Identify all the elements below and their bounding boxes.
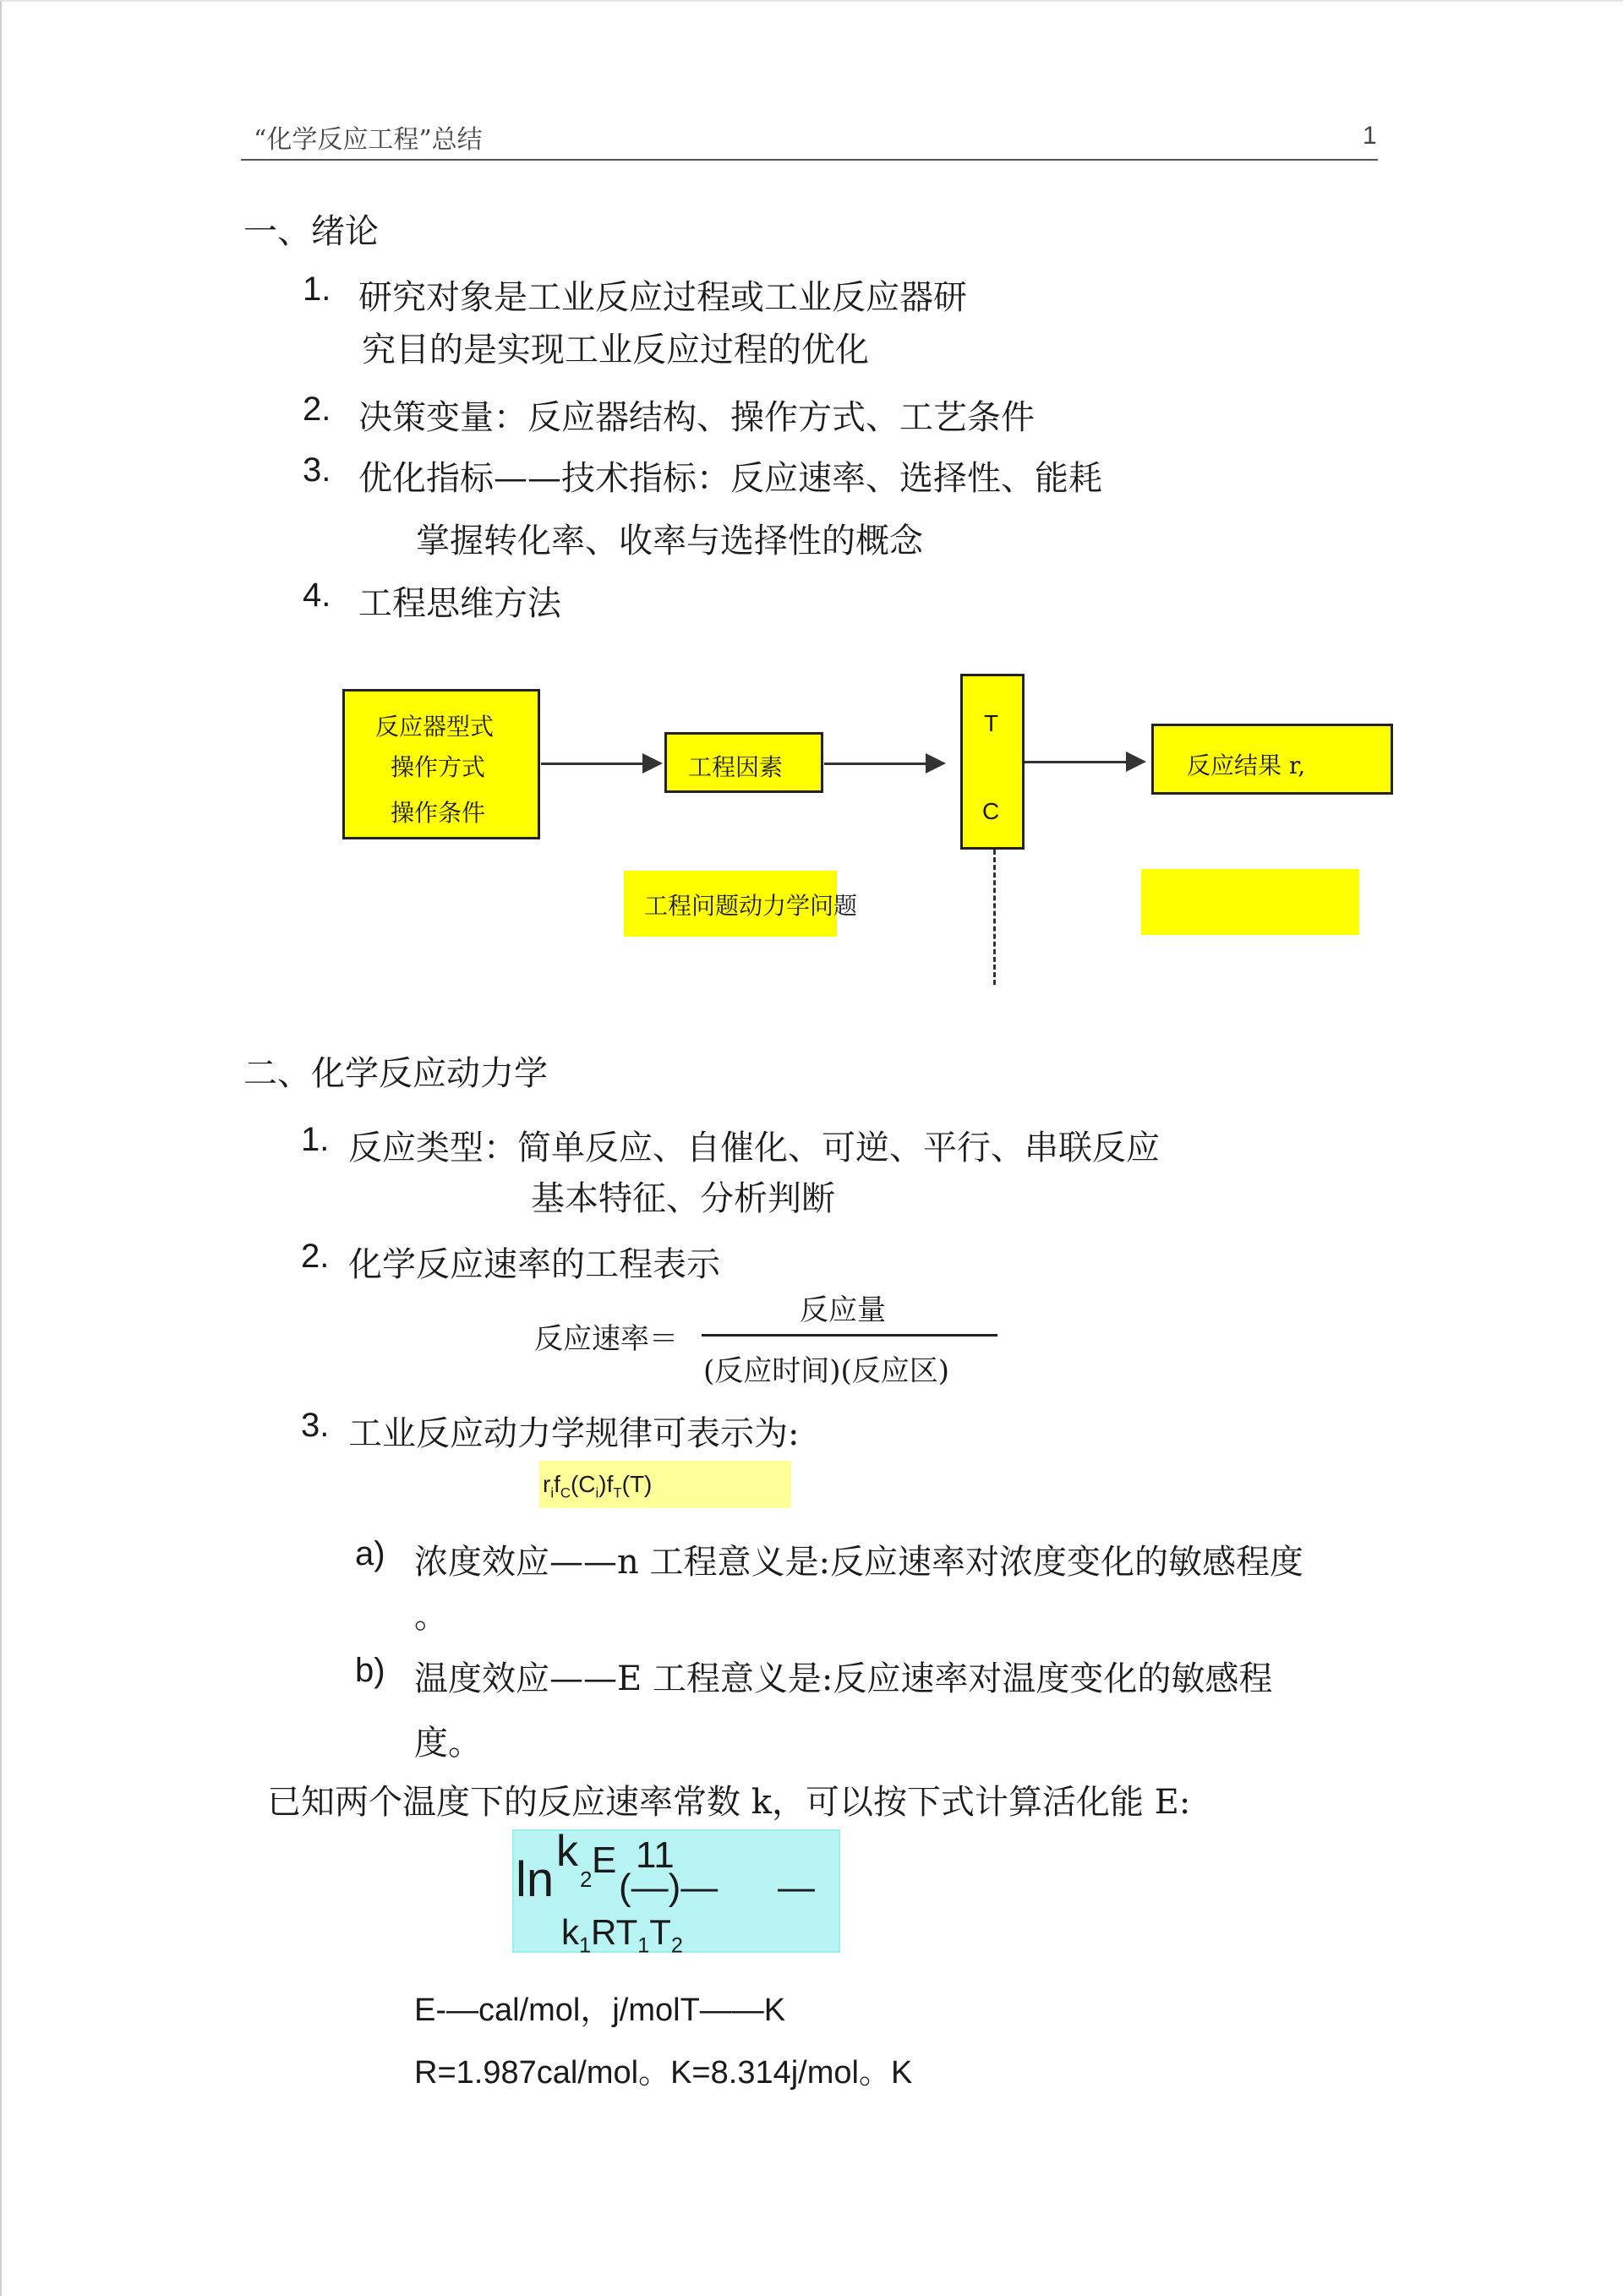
s2-item2-text: 化学反应速率的工程表示 <box>348 1245 720 1284</box>
s1-item2-num: 2. <box>303 391 331 428</box>
item-b-line2: 度。 <box>414 1724 482 1763</box>
box1-line1: 反应器型式 <box>375 713 495 741</box>
item-b-label: b) <box>355 1652 385 1689</box>
s1-item1-line2: 究目的是实现工业反应过程的优化 <box>362 331 869 369</box>
box3-top: T <box>984 710 999 736</box>
law-f: f <box>554 1471 560 1497</box>
arrow-3-head <box>1126 752 1146 772</box>
s1-item1-num: 1. <box>303 271 331 308</box>
header-title: “化学反应工程”总结 <box>254 125 483 155</box>
s2-item1-line2: 基本特征、分析判断 <box>531 1179 835 1218</box>
s1-item3-num: 3. <box>303 451 331 489</box>
diagram-empty-yellow-box <box>1141 869 1359 935</box>
law-i2: i <box>595 1484 599 1501</box>
section2-heading: 二、化学反应动力学 <box>243 1054 548 1093</box>
item-a-line2: 。 <box>414 1597 448 1636</box>
item-a-label: a) <box>355 1535 385 1572</box>
box1-line2: 操作方式 <box>391 753 486 781</box>
rate-denominator: (反应时间)(反应区) <box>703 1354 950 1388</box>
eq-dash: — <box>778 1867 815 1908</box>
s1-item4-num: 4. <box>303 577 331 614</box>
eq-E: E <box>592 1840 617 1881</box>
rate-numerator: 反应量 <box>800 1293 886 1327</box>
item-b-line1: 温度效应——E 工程意义是:反应速率对温度变化的敏感程 <box>414 1659 1273 1698</box>
section1-heading: 一、绪论 <box>243 212 379 251</box>
arrow-3-line <box>1025 761 1129 763</box>
eq-RT: RT <box>591 1912 638 1952</box>
dashed-connector <box>993 850 996 985</box>
known-constants-text: 已知两个温度下的反应速率常数 k，可以按下式计算活化能 E: <box>267 1783 1191 1822</box>
s2-item1-line1: 反应类型：简单反应、自催化、可逆、平行、串联反应 <box>348 1129 1160 1167</box>
law-open: (C <box>570 1471 596 1497</box>
units-line2: R=1.987cal/mol。K=8.314j/mol。K <box>414 2055 913 2091</box>
rate-lhs: 反应速率＝ <box>534 1322 678 1356</box>
s2-item3-num: 3. <box>301 1407 330 1444</box>
s1-item2-text: 决策变量：反应器结构、操作方式、工艺条件 <box>358 398 1035 437</box>
box2-text: 工程因素 <box>688 753 784 781</box>
law-close: )f <box>598 1471 614 1497</box>
eq-denominator <box>561 1912 683 1958</box>
eq-T2-sub: 2 <box>670 1933 683 1958</box>
eq-k2: k <box>556 1827 578 1876</box>
s2-item1-num: 1. <box>301 1121 330 1158</box>
law-t: T <box>613 1484 622 1501</box>
law-tail: (T) <box>621 1471 653 1497</box>
diagram-label-under: 工程问题动力学问题 <box>644 892 858 920</box>
s1-item1-line1: 研究对象是工业反应过程或工业反应器研 <box>358 278 967 317</box>
arrow-2-head <box>926 753 946 774</box>
arrow-2-line <box>824 763 929 765</box>
law-i: i <box>550 1484 555 1501</box>
s1-item3-line1: 优化指标——技术指标：反应速率、选择性、能耗 <box>358 459 1102 498</box>
rate-law-formula <box>543 1471 652 1502</box>
eq-ones: 11 <box>636 1834 675 1876</box>
eq-T1-sub: 1 <box>637 1933 650 1958</box>
s1-item3-line2: 掌握转化率、收率与选择性的概念 <box>416 522 923 560</box>
eq-ln: ln <box>516 1852 555 1907</box>
arrow-1-line <box>541 763 646 765</box>
eq-paren: (—)— <box>619 1867 719 1908</box>
eq-k1-sub: 1 <box>579 1933 592 1958</box>
law-c: C <box>560 1484 571 1501</box>
s2-item3-text: 工业反应动力学规律可表示为: <box>348 1414 800 1453</box>
item-a-line1: 浓度效应——n 工程意义是:反应速率对浓度变化的敏感程度 <box>414 1543 1303 1582</box>
units-line1: E-—cal/mol，j/molT——K <box>414 1993 786 2028</box>
page-number: 1 <box>1363 122 1377 150</box>
box1-line3: 操作条件 <box>391 799 486 827</box>
box4-text: 反应结果 r, <box>1187 752 1306 779</box>
header-rule <box>241 159 1378 161</box>
s1-item4-text: 工程思维方法 <box>358 584 561 623</box>
eq-T: T <box>649 1912 671 1952</box>
arrow-1-head <box>642 753 663 774</box>
box3-bottom: C <box>982 798 1000 824</box>
rate-fraction-bar <box>702 1334 997 1337</box>
eq-k1: k <box>561 1912 579 1952</box>
s2-item2-num: 2. <box>301 1238 330 1275</box>
law-r: r <box>543 1471 551 1497</box>
eq-k2-sub: 2 <box>580 1867 593 1892</box>
